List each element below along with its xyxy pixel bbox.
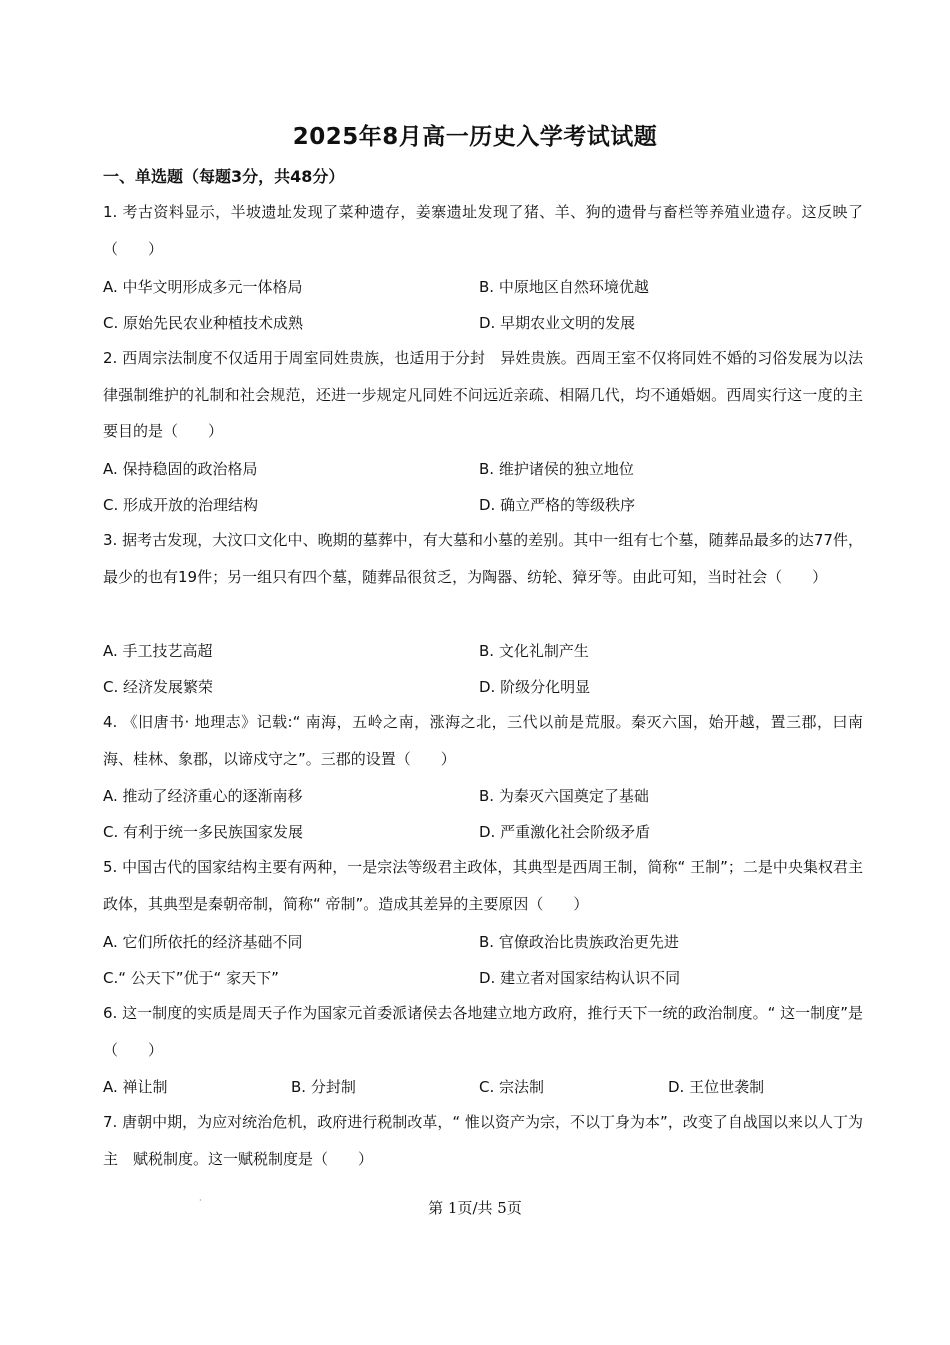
q3-option-c[interactable]: C. 经济发展繁荣 — [103, 678, 214, 696]
q1-option-c[interactable]: C. 原始先民农业种植技术成熟 — [103, 314, 304, 332]
q5-option-c[interactable]: C.“ 公天下”优于“ 家天下” — [103, 969, 279, 987]
question-2-stem: 2. 西周宗法制度不仅适用于周室同姓贵族，也适用于分封 异姓贵族。西周王室不仅将同姓不婚的习俗发展为以法律强制维护的礼制和社会规范，还进一步规定凡同姓不问远近亲疏、相隔几代，均不通婚姻。西周实行这一度的主要目的是（ ） — [103, 349, 863, 440]
q4-option-a[interactable]: A. 推动了经济重心的逐渐南移 — [103, 787, 303, 805]
q6-option-c[interactable]: C. 宗法制 — [479, 1078, 545, 1096]
q2-option-b[interactable]: B. 维护诸侯的独立地位 — [479, 460, 634, 478]
exam-title: 2025年8月高一历史入学考试试题 — [292, 124, 658, 150]
q2-option-c[interactable]: C. 形成开放的治理结构 — [103, 496, 259, 514]
q1-option-a[interactable]: A. 中华文明形成多元一体格局 — [103, 278, 303, 296]
q4-option-d[interactable]: D. 严重激化社会阶级矛盾 — [479, 823, 651, 841]
q5-option-a[interactable]: A. 它们所依托的经济基础不同 — [103, 933, 303, 951]
page-footer: 第 1页/共 5页 — [428, 1199, 522, 1217]
q1-option-d[interactable]: D. 早期农业文明的发展 — [479, 314, 636, 332]
q2-option-d[interactable]: D. 确立严格的等级秩序 — [479, 496, 636, 514]
q4-option-c[interactable]: C. 有利于统一多民族国家发展 — [103, 823, 304, 841]
q6-option-b[interactable]: B. 分封制 — [291, 1078, 356, 1096]
section-heading: 一、单选题（每题3分，共48分） — [103, 167, 345, 186]
q3-option-a[interactable]: A. 手工技艺高超 — [103, 642, 213, 660]
q2-option-a[interactable]: A. 保持稳固的政治格局 — [103, 460, 258, 478]
q4-option-b[interactable]: B. 为秦灭六国奠定了基础 — [479, 787, 649, 805]
question-1-stem: 1. 考古资料显示，半坡遗址发现了菜种遗存，姜寨遗址发现了猪、羊、狗的遗骨与畜栏等养殖业遗存。这反映了（ ） — [103, 203, 863, 258]
q5-option-b[interactable]: B. 官僚政治比贵族政治更先进 — [479, 933, 679, 951]
q1-option-b[interactable]: B. 中原地区自然环境优越 — [479, 278, 649, 296]
stray-dot: · — [199, 1196, 202, 1205]
question-3-stem: 3. 据考古发现，大汶口文化中、晚期的墓葬中，有大墓和小墓的差别。其中一组有七个墓，随葬品最多的达77件，最少的也有19件；另一组只有四个墓，随葬品很贫乏，为陶器、纺轮、獐牙等。由此可知，当时社会（ ） — [103, 531, 863, 586]
q3-option-b[interactable]: B. 文化礼制产生 — [479, 642, 589, 660]
question-5-stem: 5. 中国古代的国家结构主要有两种，一是宗法等级君主政体，其典型是西周王制，简称“ 王制”；二是中央集权君主政体，其典型是秦朝帝制，简称“ 帝制”。造成其差异的主要原因（ ） — [103, 858, 863, 913]
q3-option-d[interactable]: D. 阶级分化明显 — [479, 678, 591, 696]
q5-option-d[interactable]: D. 建立者对国家结构认识不同 — [479, 969, 681, 987]
q6-option-d[interactable]: D. 王位世袭制 — [668, 1078, 765, 1096]
question-6-stem: 6. 这一制度的实质是周天子作为国家元首委派诸侯去各地建立地方政府，推行天下一统的政治制度。“ 这一制度”是（ ） — [103, 1004, 863, 1059]
question-4-stem: 4. 《旧唐书· 地理志》记载:“ 南海，五岭之南，涨海之北，三代以前是荒服。秦灭六国，始开越，置三郡，曰南海、桂林、象郡，以谛戍守之”。三郡的设置（ ） — [103, 713, 863, 768]
q6-option-a[interactable]: A. 禅让制 — [103, 1078, 168, 1096]
question-7-stem: 7. 唐朝中期，为应对统治危机，政府进行税制改革，“ 惟以资产为宗，不以丁身为本”，改变了自战国以来以人丁为主 赋税制度。这一赋税制度是（ ） — [103, 1113, 863, 1168]
